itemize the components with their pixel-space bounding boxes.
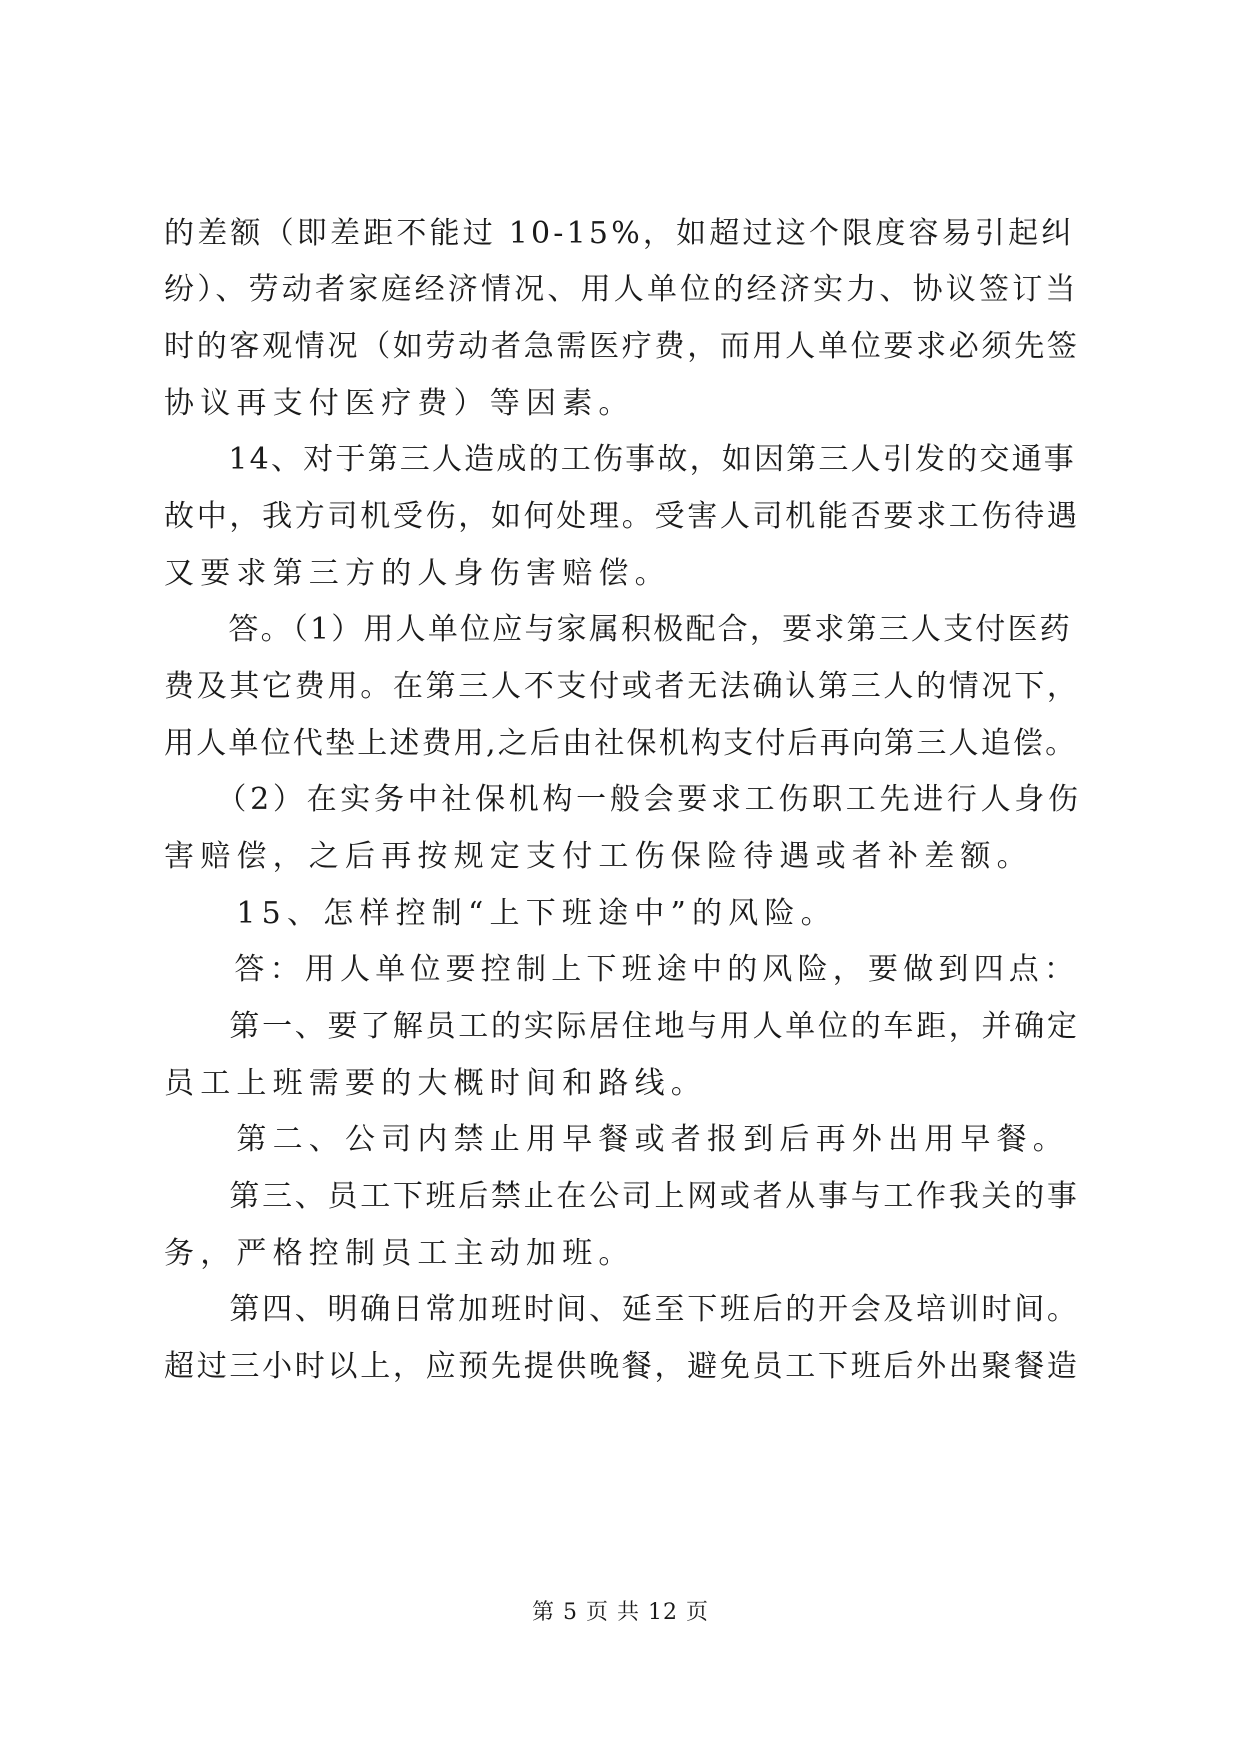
text-line: 14、对于第三人造成的工伤事故，如因第三人引发的交通事 — [164, 442, 1076, 477]
text-line: 协议再支付医疗费）等因素。 — [164, 386, 635, 421]
text-line: 纷）、劳动者家庭经济情况、用人单位的经济实力、协议签订当 — [164, 272, 1079, 307]
text-line: 又要求第三方的人身伤害赔偿。 — [164, 556, 671, 591]
text-line: 费及其它费用。在第三人不支付或者无法确认第三人的情况下， — [164, 669, 1080, 704]
text-line: 答：用人单位要控制上下班途中的风险，要做到四点： — [164, 952, 1080, 987]
text-line: 第一、要了解员工的实际居住地与用人单位的车距，并确定 — [164, 1009, 1080, 1044]
text-line: 第三、员工下班后禁止在公司上网或者从事与工作我关的事 — [164, 1179, 1080, 1214]
text-line: 15、怎样控制“上下班途中”的风险。 — [164, 896, 837, 931]
text-line: 用人单位代垫上述费用,之后由社保机构支付后再向第三人追偿。 — [164, 726, 1078, 761]
text-line: 员工上班需要的大概时间和路线。 — [164, 1066, 707, 1101]
text-line: 时的客观情况（如劳动者急需医疗费，而用人单位要求必须先签 — [164, 329, 1080, 364]
text-line: 答。（1）用人单位应与家属积极配合，要求第三人支付医药 — [164, 612, 1072, 647]
text-line: 故中，我方司机受伤，如何处理。受害人司机能否要求工伤待遇 — [164, 499, 1080, 534]
text-line: 务，严格控制员工主动加班。 — [164, 1236, 635, 1271]
text-line: 的差额（即差距不能过 10-15%，如超过这个限度容易引起纠 — [164, 216, 1075, 251]
page-number-footer: 第 5 页 共 12 页 — [532, 1600, 709, 1625]
text-line: 第二、公司内禁止用早餐或者报到后再外出用早餐。 — [164, 1122, 1069, 1157]
text-line: 害赔偿，之后再按规定支付工伤保险待遇或者补差额。 — [164, 839, 1033, 874]
text-line: （2）在实务中社保机构一般会要求工伤职工先进行人身伤 — [164, 782, 1082, 817]
text-line: 第四、明确日常加班时间、延至下班后的开会及培训时间。 — [164, 1292, 1080, 1327]
text-line: 超过三小时以上，应预先提供晚餐，避免员工下班后外出聚餐造 — [164, 1349, 1080, 1384]
